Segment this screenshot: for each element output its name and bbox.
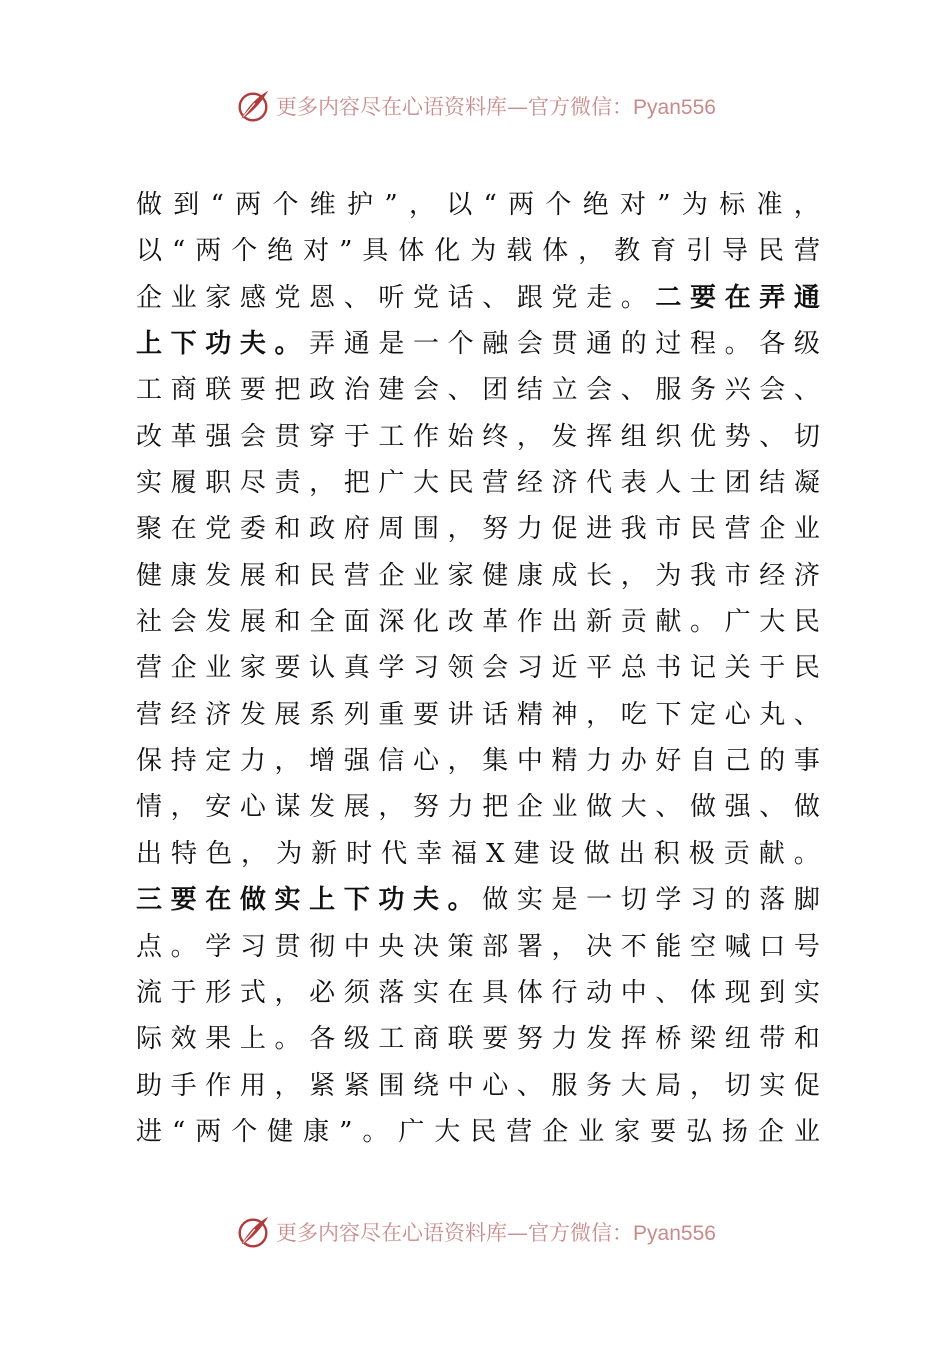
text-line: 流 于 形 式 ， 必 须 落 实 在 具 体 行 动 中 、 体 现 到 实 bbox=[136, 977, 820, 1008]
text-line: 营 经 济 发 展 系 列 重 要 讲 话 精 神 ， 吃 下 定 心 丸 、 bbox=[136, 699, 820, 730]
text-line: 以 “ 两 个 绝 对 ” 具 体 化 为 载 体 ， 教 育 引 导 民 营 bbox=[136, 236, 820, 267]
text-line: 际 效 果 上 。 各 级 工 商 联 要 努 力 发 挥 桥 梁 纽 带 和 bbox=[136, 1024, 820, 1055]
quill-logo-icon bbox=[234, 1213, 272, 1251]
text-line: 营 企 业 家 要 认 真 学 习 领 会 习 近 平 总 书 记 关 于 民 bbox=[136, 653, 820, 684]
header-banner bbox=[0, 84, 950, 128]
banner-slogan: 更多内容尽在心语资料库—官方微信： bbox=[276, 1221, 634, 1245]
text-line: 三 要 在 做 实 上 下 功 夫 。 做 实 是 一 切 学 习 的 落 脚 bbox=[136, 885, 820, 916]
quill-logo-icon bbox=[234, 87, 272, 125]
text-line: 改 革 强 会 贯 穿 于 工 作 始 终 ， 发 挥 组 织 优 势 、 切 bbox=[136, 421, 820, 452]
text-line: 做 到 “ 两 个 维 护 ” ， 以 “ 两 个 绝 对 ” 为 标 准 ， bbox=[136, 190, 820, 220]
banner-slogan: 更多内容尽在心语资料库—官方微信： bbox=[276, 95, 634, 119]
text-line: 助 手 作 用 ， 紧 紧 围 绕 中 心 、 服 务 大 局 ， 切 实 促 bbox=[136, 1070, 820, 1101]
text-line: 聚 在 党 委 和 政 府 周 围 ， 努 力 促 进 我 市 民 营 企 业 bbox=[136, 514, 820, 545]
banner-text bbox=[276, 91, 716, 121]
text-line: 社 会 发 展 和 全 面 深 化 改 革 作 出 新 贡 献 。 广 大 民 bbox=[136, 607, 820, 638]
wechat-id: Pyan556 bbox=[633, 1222, 716, 1245]
text-line: 企 业 家 感 党 恩 、 听 党 话 、 跟 党 走 。 二 要 在 弄 通 bbox=[136, 282, 820, 313]
text-line: 情 ， 安 心 谋 发 展 ， 努 力 把 企 业 做 大 、 做 强 、 做 bbox=[136, 792, 820, 823]
text-line: 出 特 色 ， 为 新 时 代 幸 福 X 建 设 做 出 积 极 贡 献 。 bbox=[136, 838, 820, 869]
text-line: 进 “ 两 个 健 康 ” 。 广 大 民 营 企 业 家 要 弘 扬 企 业 bbox=[136, 1116, 820, 1147]
banner-text bbox=[276, 1217, 716, 1247]
text-line: 健 康 发 展 和 民 营 企 业 家 健 康 成 长 ， 为 我 市 经 济 bbox=[136, 560, 820, 591]
text-line: 实 履 职 尽 责 ， 把 广 大 民 营 经 济 代 表 人 士 团 结 凝 bbox=[136, 468, 820, 499]
text-line: 上 下 功 夫 。 弄 通 是 一 个 融 会 贯 通 的 过 程 。 各 级 bbox=[136, 329, 820, 360]
footer-banner bbox=[0, 1210, 950, 1254]
text-line: 保 持 定 力 ， 增 强 信 心 ， 集 中 精 力 办 好 自 己 的 事 bbox=[136, 746, 820, 777]
text-line: 工 商 联 要 把 政 治 建 会 、 团 结 立 会 、 服 务 兴 会 、 bbox=[136, 375, 820, 406]
wechat-id: Pyan556 bbox=[633, 96, 716, 119]
text-line: 点 。 学 习 贯 彻 中 央 决 策 部 署 ， 决 不 能 空 喊 口 号 bbox=[136, 931, 820, 962]
document-body bbox=[136, 182, 820, 1155]
